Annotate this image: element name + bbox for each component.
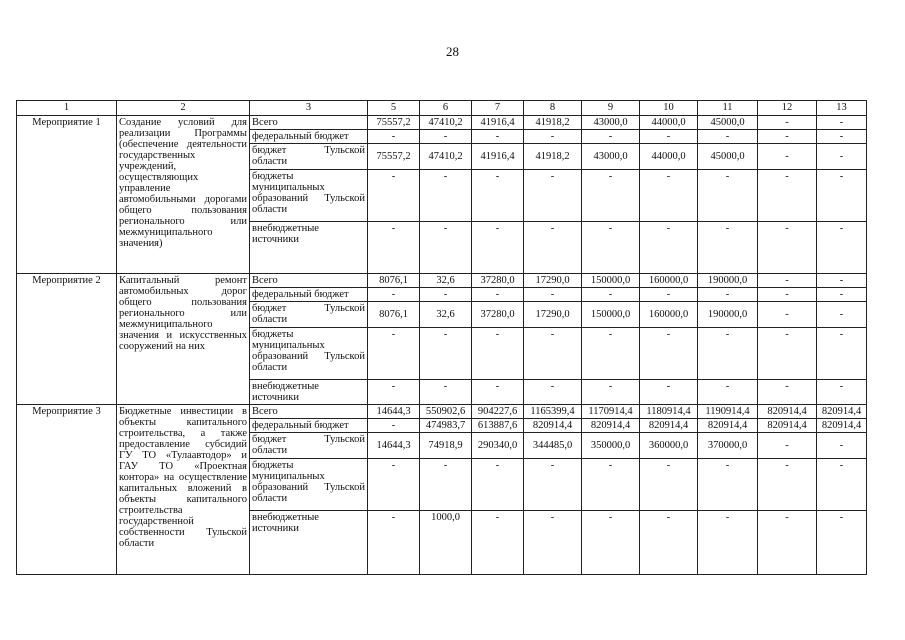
value-cell: 75557,2 bbox=[368, 144, 420, 170]
value-cell: - bbox=[640, 328, 698, 380]
value-cell: 44000,0 bbox=[640, 144, 698, 170]
value-cell: 32,6 bbox=[420, 274, 472, 288]
value-cell: 160000,0 bbox=[640, 274, 698, 288]
header-cell: 11 bbox=[698, 101, 758, 116]
value-cell: - bbox=[640, 459, 698, 511]
funding-source: федеральный бюджет bbox=[250, 288, 368, 302]
value-cell: 32,6 bbox=[420, 302, 472, 328]
value-cell: 1170914,4 bbox=[582, 405, 640, 419]
value-cell: - bbox=[758, 222, 817, 274]
value-cell: - bbox=[698, 380, 758, 405]
value-cell: - bbox=[698, 328, 758, 380]
value-cell: - bbox=[758, 274, 817, 288]
value-cell: - bbox=[472, 130, 524, 144]
header-cell: 5 bbox=[368, 101, 420, 116]
value-cell: 37280,0 bbox=[472, 302, 524, 328]
value-cell: 370000,0 bbox=[698, 433, 758, 459]
value-cell: - bbox=[758, 459, 817, 511]
value-cell: - bbox=[582, 222, 640, 274]
value-cell: - bbox=[758, 170, 817, 222]
value-cell: 344485,0 bbox=[524, 433, 582, 459]
value-cell: - bbox=[817, 459, 867, 511]
value-cell: - bbox=[698, 459, 758, 511]
value-cell: 41916,4 bbox=[472, 144, 524, 170]
value-cell: - bbox=[698, 130, 758, 144]
value-cell: - bbox=[817, 511, 867, 575]
header-cell: 10 bbox=[640, 101, 698, 116]
value-cell: - bbox=[524, 380, 582, 405]
value-cell: 47410,2 bbox=[420, 116, 472, 130]
value-cell: 14644,3 bbox=[368, 405, 420, 419]
value-cell: - bbox=[524, 288, 582, 302]
value-cell: - bbox=[758, 380, 817, 405]
value-cell: 290340,0 bbox=[472, 433, 524, 459]
funding-source: бюджет Тульской области bbox=[250, 302, 368, 328]
value-cell: - bbox=[640, 511, 698, 575]
value-cell: 820914,4 bbox=[698, 419, 758, 433]
value-cell: - bbox=[582, 459, 640, 511]
value-cell: - bbox=[582, 380, 640, 405]
value-cell: 17290,0 bbox=[524, 302, 582, 328]
value-cell: - bbox=[420, 288, 472, 302]
value-cell: - bbox=[368, 511, 420, 575]
value-cell: - bbox=[420, 170, 472, 222]
value-cell: 820914,4 bbox=[758, 405, 817, 419]
value-cell: 150000,0 bbox=[582, 274, 640, 288]
value-cell: 820914,4 bbox=[582, 419, 640, 433]
value-cell: 1190914,4 bbox=[698, 405, 758, 419]
value-cell: - bbox=[758, 130, 817, 144]
value-cell: 44000,0 bbox=[640, 116, 698, 130]
value-cell: - bbox=[472, 511, 524, 575]
funding-source: Всего bbox=[250, 274, 368, 288]
value-cell: 350000,0 bbox=[582, 433, 640, 459]
activity-name: Мероприятие 1 bbox=[17, 116, 117, 274]
value-cell: - bbox=[420, 328, 472, 380]
value-cell: 360000,0 bbox=[640, 433, 698, 459]
funding-source: бюджет Тульской области bbox=[250, 433, 368, 459]
value-cell: 45000,0 bbox=[698, 144, 758, 170]
value-cell: - bbox=[817, 170, 867, 222]
value-cell: 160000,0 bbox=[640, 302, 698, 328]
value-cell: - bbox=[420, 459, 472, 511]
value-cell: - bbox=[817, 302, 867, 328]
value-cell: 37280,0 bbox=[472, 274, 524, 288]
value-cell: - bbox=[368, 459, 420, 511]
value-cell: 820914,4 bbox=[817, 405, 867, 419]
funding-source: бюджеты муниципальных образований Тульской области bbox=[250, 328, 368, 380]
value-cell: 74918,9 bbox=[420, 433, 472, 459]
activity-name: Мероприятие 2 bbox=[17, 274, 117, 405]
table-row bbox=[17, 274, 867, 288]
value-cell: - bbox=[758, 302, 817, 328]
funding-source: бюджеты муниципальных образований Тульской области bbox=[250, 459, 368, 511]
value-cell: 17290,0 bbox=[524, 274, 582, 288]
funding-source: федеральный бюджет bbox=[250, 419, 368, 433]
value-cell: - bbox=[758, 288, 817, 302]
value-cell: 190000,0 bbox=[698, 274, 758, 288]
value-cell: 47410,2 bbox=[420, 144, 472, 170]
value-cell: 14644,3 bbox=[368, 433, 420, 459]
value-cell: 820914,4 bbox=[524, 419, 582, 433]
value-cell: - bbox=[817, 288, 867, 302]
value-cell: - bbox=[640, 380, 698, 405]
value-cell: 1180914,4 bbox=[640, 405, 698, 419]
value-cell: - bbox=[817, 130, 867, 144]
funding-source: Всего bbox=[250, 116, 368, 130]
value-cell: - bbox=[698, 222, 758, 274]
value-cell: - bbox=[368, 170, 420, 222]
value-cell: - bbox=[698, 288, 758, 302]
value-cell: - bbox=[640, 170, 698, 222]
value-cell: - bbox=[817, 144, 867, 170]
value-cell: 613887,6 bbox=[472, 419, 524, 433]
value-cell: 150000,0 bbox=[582, 302, 640, 328]
value-cell: - bbox=[640, 288, 698, 302]
value-cell: 41918,2 bbox=[524, 116, 582, 130]
value-cell: 43000,0 bbox=[582, 116, 640, 130]
header-cell: 8 bbox=[524, 101, 582, 116]
value-cell: 1165399,4 bbox=[524, 405, 582, 419]
value-cell: - bbox=[524, 328, 582, 380]
value-cell: 41916,4 bbox=[472, 116, 524, 130]
value-cell: - bbox=[472, 222, 524, 274]
value-cell: 43000,0 bbox=[582, 144, 640, 170]
header-cell: 9 bbox=[582, 101, 640, 116]
value-cell: - bbox=[524, 459, 582, 511]
funding-source: бюджет Тульской области bbox=[250, 144, 368, 170]
value-cell: - bbox=[758, 433, 817, 459]
value-cell: - bbox=[524, 170, 582, 222]
value-cell: - bbox=[368, 328, 420, 380]
value-cell: - bbox=[582, 130, 640, 144]
header-cell: 1 bbox=[17, 101, 117, 116]
table-row bbox=[17, 405, 867, 419]
activity-description: Бюджетные инвестиции в объекты капитального строительства, а также предоставление субсидий ГУ ТО «Тулаавтодор» и ГАУ ТО «Проектная контора» на осуществление капитальных вложений в объекты капитального строительства государственной собственности Тульской области bbox=[117, 405, 250, 575]
funding-source: федеральный бюджет bbox=[250, 130, 368, 144]
value-cell: - bbox=[582, 328, 640, 380]
activity-description: Капитальный ремонт автомобильных дорог общего пользования регионального или межмуниципального значения и искусственных сооружений на них bbox=[117, 274, 250, 405]
value-cell: - bbox=[420, 380, 472, 405]
value-cell: - bbox=[817, 274, 867, 288]
value-cell: - bbox=[582, 170, 640, 222]
header-cell: 7 bbox=[472, 101, 524, 116]
value-cell: 41918,2 bbox=[524, 144, 582, 170]
value-cell: 1000,0 bbox=[420, 511, 472, 575]
value-cell: 8076,1 bbox=[368, 274, 420, 288]
value-cell: - bbox=[524, 511, 582, 575]
value-cell: 45000,0 bbox=[698, 116, 758, 130]
value-cell: - bbox=[472, 288, 524, 302]
table-row bbox=[17, 116, 867, 130]
header-cell: 13 bbox=[817, 101, 867, 116]
value-cell: - bbox=[368, 222, 420, 274]
value-cell: - bbox=[472, 459, 524, 511]
value-cell: - bbox=[758, 116, 817, 130]
activity-description: Создание условий для реализации Программы (обеспечение деятельности государственных учреждений, осуществляющих управление автомобильными дорогами общего пользования регионального или межмуниципального значения) bbox=[117, 116, 250, 274]
value-cell: - bbox=[420, 222, 472, 274]
value-cell: - bbox=[698, 511, 758, 575]
value-cell: - bbox=[472, 328, 524, 380]
value-cell: - bbox=[368, 130, 420, 144]
value-cell: - bbox=[758, 511, 817, 575]
value-cell: 820914,4 bbox=[640, 419, 698, 433]
funding-source: бюджеты муниципальных образований Тульской области bbox=[250, 170, 368, 222]
header-cell: 3 bbox=[250, 101, 368, 116]
value-cell: 190000,0 bbox=[698, 302, 758, 328]
value-cell: 550902,6 bbox=[420, 405, 472, 419]
value-cell: - bbox=[368, 419, 420, 433]
value-cell: 904227,6 bbox=[472, 405, 524, 419]
header-row bbox=[17, 101, 867, 116]
funding-source: внебюджетные источники bbox=[250, 222, 368, 274]
value-cell: - bbox=[817, 328, 867, 380]
value-cell: - bbox=[582, 288, 640, 302]
value-cell: - bbox=[524, 222, 582, 274]
value-cell: - bbox=[698, 170, 758, 222]
value-cell: - bbox=[758, 328, 817, 380]
funding-source: Всего bbox=[250, 405, 368, 419]
value-cell: - bbox=[758, 144, 817, 170]
value-cell: - bbox=[817, 380, 867, 405]
value-cell: - bbox=[368, 288, 420, 302]
activity-name: Мероприятие 3 bbox=[17, 405, 117, 575]
financing-table bbox=[16, 100, 867, 575]
value-cell: 474983,7 bbox=[420, 419, 472, 433]
value-cell: - bbox=[640, 222, 698, 274]
value-cell: 8076,1 bbox=[368, 302, 420, 328]
funding-source: внебюджетные источники bbox=[250, 380, 368, 405]
value-cell: 820914,4 bbox=[817, 419, 867, 433]
value-cell: 75557,2 bbox=[368, 116, 420, 130]
value-cell: - bbox=[524, 130, 582, 144]
header-cell: 2 bbox=[117, 101, 250, 116]
funding-source: внебюджетные источники bbox=[250, 511, 368, 575]
value-cell: - bbox=[817, 116, 867, 130]
value-cell: - bbox=[817, 222, 867, 274]
value-cell: 820914,4 bbox=[758, 419, 817, 433]
header-cell: 6 bbox=[420, 101, 472, 116]
value-cell: - bbox=[420, 130, 472, 144]
value-cell: - bbox=[817, 433, 867, 459]
value-cell: - bbox=[582, 511, 640, 575]
value-cell: - bbox=[472, 170, 524, 222]
value-cell: - bbox=[472, 380, 524, 405]
value-cell: - bbox=[640, 130, 698, 144]
page-number: 28 bbox=[446, 44, 459, 59]
header-cell: 12 bbox=[758, 101, 817, 116]
value-cell: - bbox=[368, 380, 420, 405]
